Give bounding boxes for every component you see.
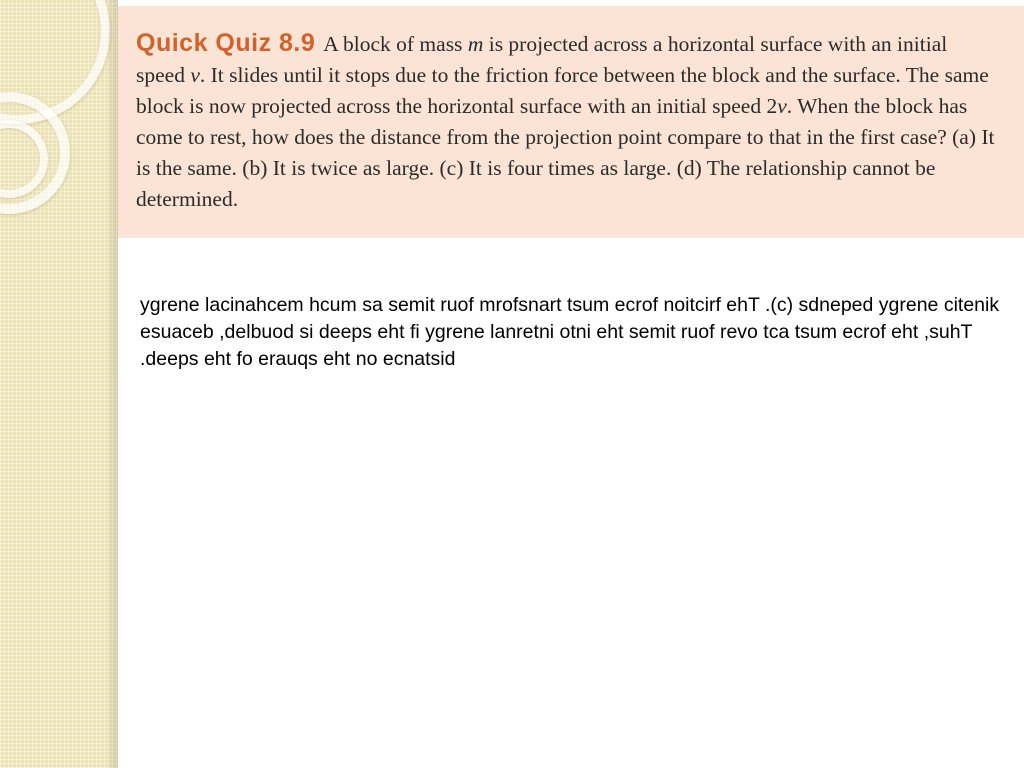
variable-m: m — [467, 32, 484, 56]
quick-quiz-label: Quick Quiz 8.9 — [136, 29, 316, 57]
quick-quiz-text — [136, 28, 1000, 215]
variable-v-second: v — [777, 94, 787, 118]
decorative-left-band — [0, 0, 118, 768]
quick-quiz-body-part3: . It slides until it stops due to the friction force between the block and the surface. The same block is now projected across the horizontal surface with an initial speed 2 — [136, 63, 989, 118]
quick-quiz-body-part1: A block of mass — [323, 32, 468, 56]
quick-quiz-callout — [118, 6, 1024, 238]
answer-paragraph: ygrene lacinahcem hcum sa semit ruof mrofsnart tsum ecrof noitcirf ehT .(c) sdneped ygrene citenik esuaceb ,delbuod si deeps eht fi ygrene lanretni otni eht semit ruof revo tca tsum ecrof eht ,suhT .deeps eht fo erauqs eht no ecnatsid — [140, 294, 1000, 370]
quick-quiz-body-part2: is projected across a horizontal surface with an initial speed — [136, 32, 948, 87]
variable-v: v — [190, 63, 200, 87]
quick-quiz-body-part4: . When the block has come to rest, how does the distance from the projection point compare to that in the first case? (a) It is the same. (b) It is twice as large. (c) It is four times as large. (d) The relationship cannot be determined. — [136, 94, 995, 211]
